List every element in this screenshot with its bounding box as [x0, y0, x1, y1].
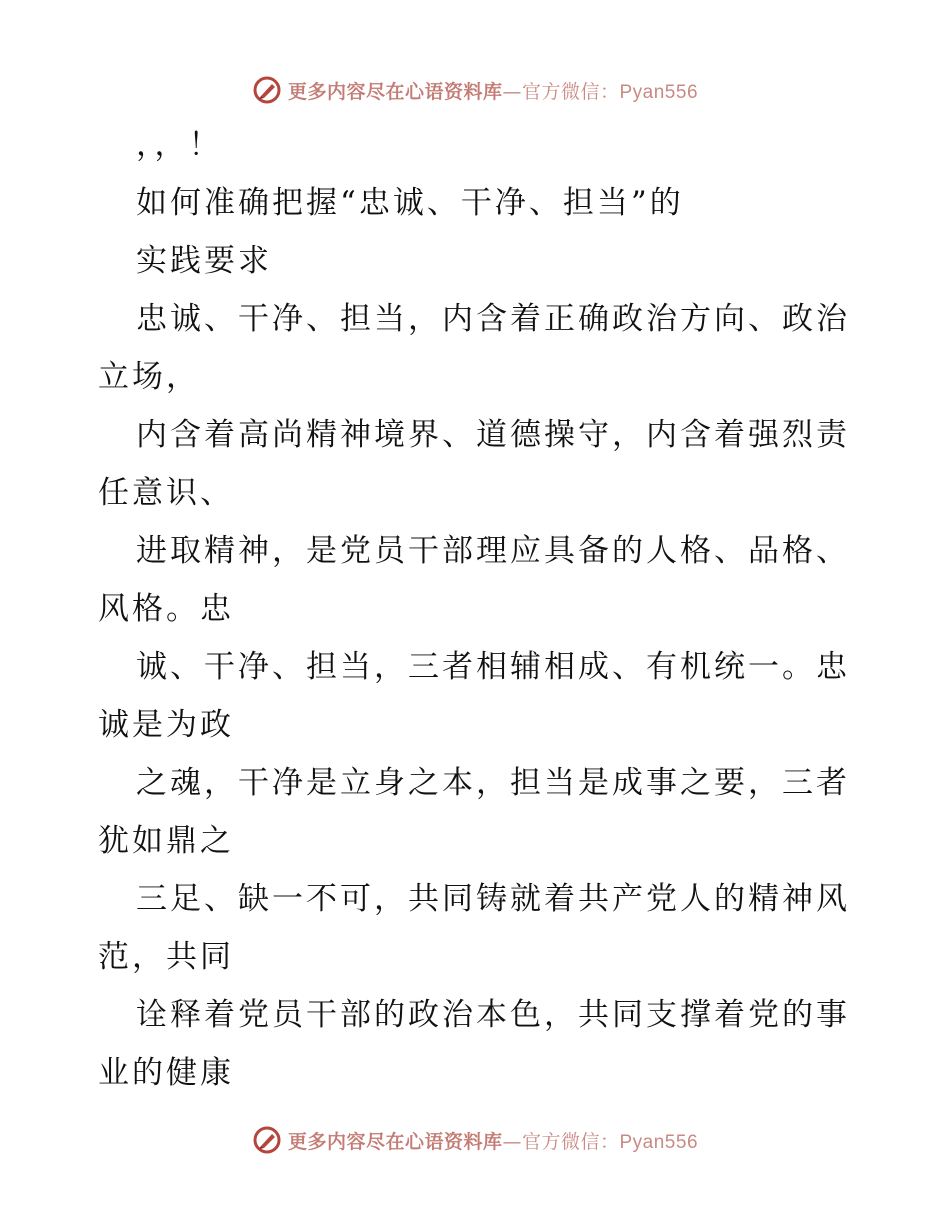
text-line: 如何准确把握“忠诚、干净、担当”的 [136, 185, 684, 221]
footer-watermark [0, 1120, 950, 1160]
watermark-suffix: 官方微信： [521, 80, 620, 103]
header-watermark [0, 70, 950, 110]
pen-logo-icon [252, 1125, 282, 1155]
text-line: 任意识、 [98, 475, 234, 511]
watermark-dash: — [502, 1130, 522, 1153]
text-line: 风格。忠 [98, 591, 234, 627]
watermark-suffix: 官方微信： [521, 1130, 620, 1153]
watermark-text [288, 77, 698, 104]
watermark-main: 更多内容尽在心语资料库 [287, 80, 503, 103]
text-line: 进取精神，是党员干部理应具备的人格、品格、 [136, 533, 850, 569]
text-line: 立场， [98, 359, 200, 395]
text-line: 诚是为政 [98, 707, 234, 743]
text-line: 诚、干净、担当，三者相辅相成、有机统一。忠 [136, 649, 850, 685]
text-line: 三足、缺一不可，共同铸就着共产党人的精神风 [136, 881, 850, 917]
watermark-main: 更多内容尽在心语资料库 [287, 1130, 503, 1153]
watermark-text [288, 1127, 698, 1154]
text-line: 忠诚、干净、担当，内含着正确政治方向、政治 [136, 301, 850, 337]
text-line: 诠释着党员干部的政治本色，共同支撑着党的事 [136, 997, 850, 1033]
document-body [98, 126, 858, 1092]
text-line: 犹如鼎之 [98, 823, 234, 859]
watermark-id: Pyan556 [619, 81, 699, 103]
text-line: 之魂，干净是立身之本，担当是成事之要，三者 [136, 765, 850, 801]
watermark-dash: — [502, 80, 522, 103]
text-line: 实践要求 [136, 243, 272, 279]
text-line: ，，！ [136, 127, 223, 163]
text-line: 范，共同 [98, 939, 234, 975]
pen-logo-icon [252, 75, 282, 105]
text-line: 业的健康 [98, 1055, 234, 1091]
text-line: 内含着高尚精神境界、道德操守，内含着强烈责 [136, 417, 850, 453]
watermark-id: Pyan556 [619, 1131, 699, 1153]
